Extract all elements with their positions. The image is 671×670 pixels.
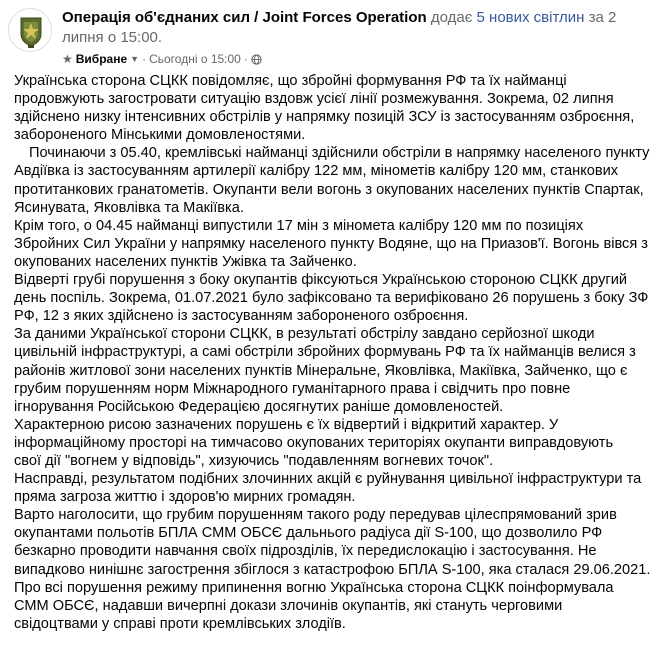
post-line: випадково нинішнє загострення збіглося з катастрофою БПЛА S-100, яка сталася 29.06.2021.	[14, 561, 651, 578]
post-line: Крім того, о 04.45 найманці випустили 17 мін з міномета калібру 120 мм по позиціях	[14, 217, 584, 234]
post-line: Українська сторона СЦКК повідомляє, що збройні формування РФ та їх найманці	[14, 73, 567, 89]
post-line: безкарно проводити навчання своїх підрозділів, їх передислокацію і застосування. Не	[14, 543, 597, 560]
post-line: свої дії "вогнем у відповідь", хизуючись "подавленням вогневих точок".	[14, 452, 494, 469]
post-line: РФ, 12 з яких здійснено із застосуванням забороненого озброєння.	[14, 308, 469, 325]
post-line: день поспіль. Зокрема, 01.07.2021 було зафіксовано та верифіковано 26 порушень з боку ЗФ	[14, 290, 649, 307]
star-icon: ★	[62, 52, 73, 66]
action-text: додає	[426, 9, 477, 26]
post-line: Починаючи з 05.40, кремлівські найманці здійснили обстріли в напрямку населеного пункту	[29, 145, 650, 162]
post-line: свідоцтвами у справі проти кремлівських злодіїв.	[14, 615, 346, 632]
post-line: СММ ОБСЄ, надавши вичерпні докази злочинів окупантів, які стануть черговими	[14, 597, 563, 614]
post-line: цивільній інфраструктурі, а самі обстріли збройних формувань РФ та їх найманців велися з	[14, 344, 636, 361]
post-line: інформаційному просторі на тимчасово окупованих територіях окупанти виправдовують	[14, 434, 614, 451]
post-date[interactable]: Сьогодні о 15:00	[149, 52, 241, 66]
post-meta	[62, 51, 262, 67]
post-line: грубим порушенням норм Міжнародного гуманітарного права і свідчить про повне	[14, 380, 571, 397]
meta-separator: ·	[142, 52, 147, 66]
globe-icon	[251, 54, 262, 65]
post-line: Характерною рисою зазначених порушень є їх відвертий і відкритий характер. У	[14, 416, 559, 433]
chevron-down-icon[interactable]: ▼	[130, 54, 140, 64]
post-title	[62, 8, 662, 48]
post-line: районів житлової зони населених пунктів Мінеральне, Яковлівка, Макіївка, Зайченко, що є	[14, 362, 628, 379]
post-line: Ясинувата, Яковлівка та Макіївка.	[14, 199, 244, 216]
post-header	[0, 0, 671, 70]
page-avatar[interactable]	[8, 8, 52, 52]
post-line: пряма загроза життю і здоров'ю мирних громадян.	[14, 489, 356, 506]
post-body	[14, 72, 662, 633]
military-emblem-icon	[9, 9, 52, 52]
post-line: протитанкових гранатометів. Окупанти вели вогонь з окупованих населених пунктів Спартак,	[14, 181, 644, 198]
post-line: Збройних Сил України у напрямку населеного пункту Водяне, що на Приазов'ї. Вогонь вівся з	[14, 235, 648, 252]
post-line: здійснено низку інтенсивних обстрілів у напрямку позицій ЗСУ із застосуванням озброєння,	[14, 109, 635, 126]
post-line: забороненого Мінськими домовленостями.	[14, 127, 306, 144]
new-photos-link[interactable]: 5 нових світлин	[476, 9, 585, 26]
page-name-link[interactable]: Операція об'єднаних сил / Joint Forces Operation	[62, 9, 427, 26]
favorites-label[interactable]: Вибране	[75, 52, 128, 66]
meta-separator-2: ·	[243, 52, 248, 66]
post-line: Про всі порушення режиму припинення вогню Українська сторона СЦКК поінформувала	[14, 579, 614, 596]
post-line: продовжують загостровати ситуацію вздовж усієї лінії розмежування. Зокрема, 02 липня	[14, 91, 614, 108]
time-prefix: за 2	[584, 9, 617, 26]
post-line: окупованих населених пунктів Ужівка та Зайченко.	[14, 253, 357, 270]
post-line: Відверті грубі порушення з боку окупантів фіксуються Українською стороною СЦКК другий	[14, 272, 628, 289]
post-line: Авдіївка із застосуванням артилерії калібру 122 мм, мінометів калібру 120 мм, станкових	[14, 163, 619, 180]
post-line: окупантами польотів БПЛА СММ ОБСЄ дальнього радіуса дії S-100, що дозволило РФ	[14, 525, 603, 542]
post-line: Насправді, результатом подібних злочинних акцій є руйнування цивільної інфраструктури та	[14, 471, 642, 488]
post-line: Варто наголосити, що грубим порушенням такого роду передував цілеспрямований зрив	[14, 507, 617, 524]
time-line: липня о 15:00.	[62, 29, 163, 46]
post-line: За даними Української сторони СЦКК, в результаті обстрілу завдано серйозної шкоди	[14, 326, 595, 343]
post-line: ігнорування Російською Федерацією досягнутих раніше домовленостей.	[14, 398, 504, 415]
